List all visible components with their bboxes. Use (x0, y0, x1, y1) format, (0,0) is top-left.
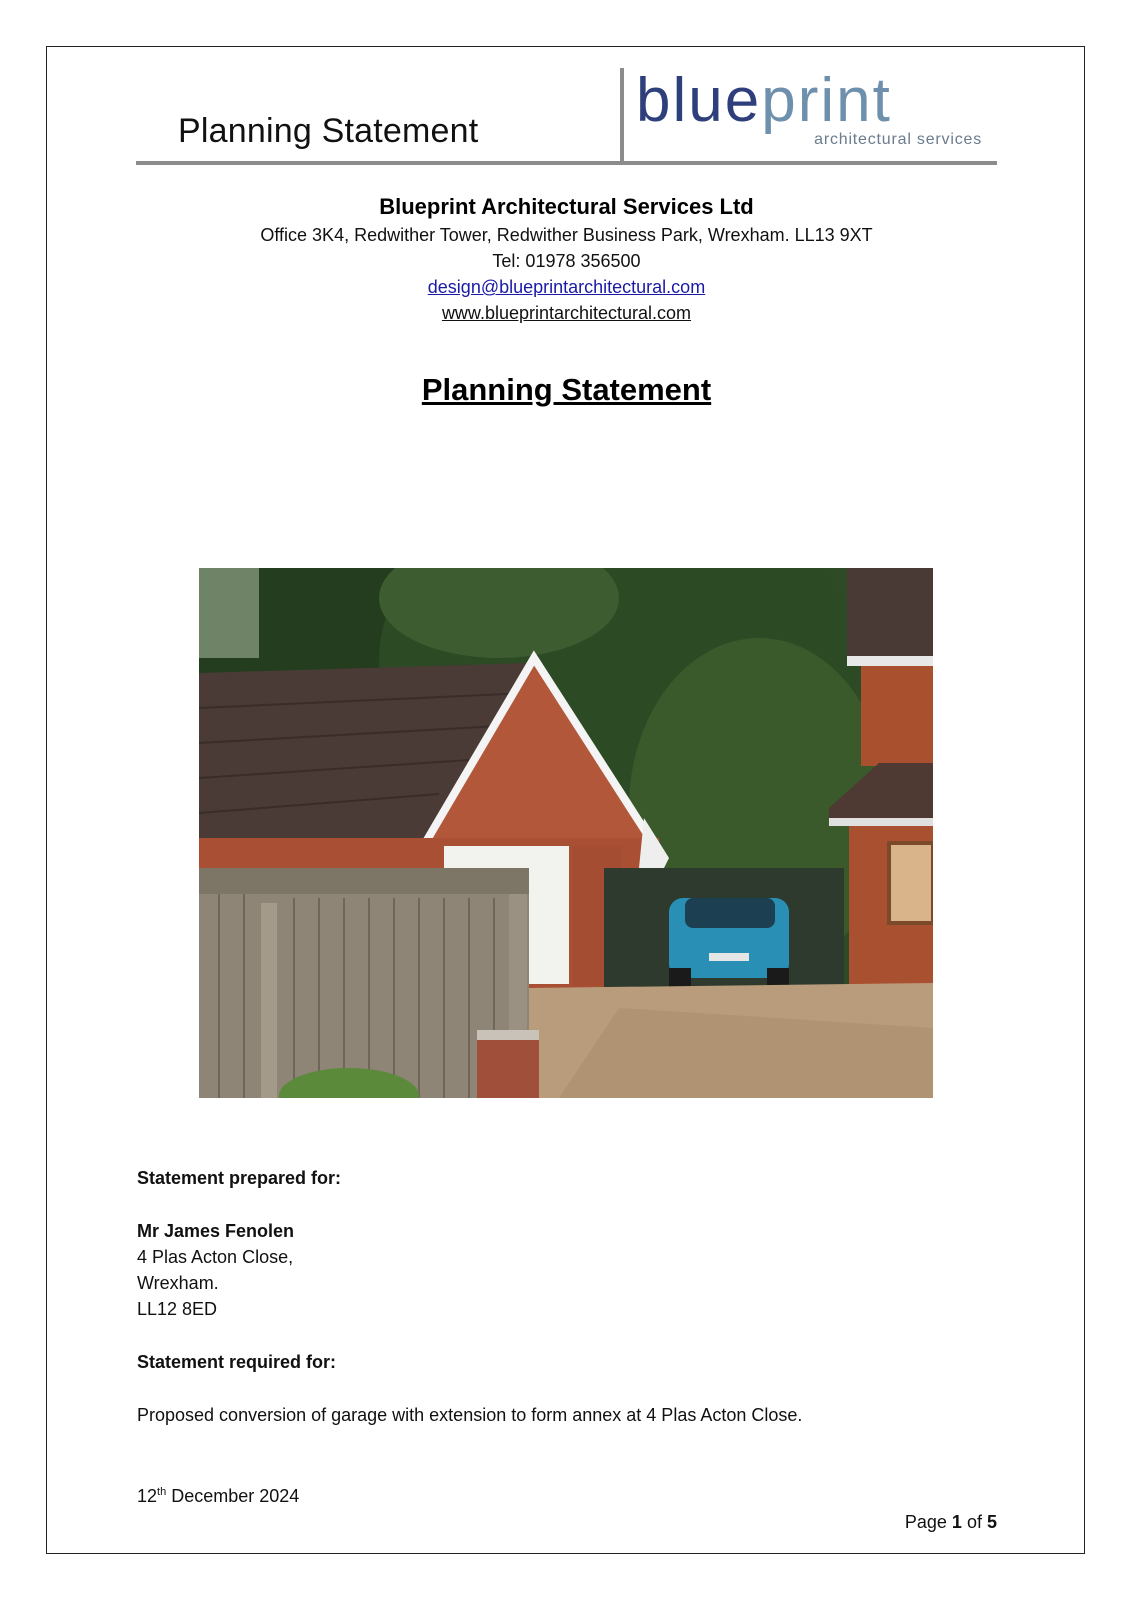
company-website-link[interactable]: www.blueprintarchitectural.com (441, 303, 692, 323)
company-email-link[interactable]: design@blueprintarchitectural.com (427, 277, 706, 297)
document-title: Planning Statement (421, 372, 712, 407)
prepared-for-heading: Statement prepared for: (137, 1168, 342, 1188)
required-for-heading: Statement required for: (137, 1352, 337, 1372)
page-number: Page 1 of 5 (904, 1512, 997, 1532)
header-divider (620, 68, 624, 163)
client-name: Mr James Fenolen (137, 1221, 295, 1241)
client-address-line: Wrexham. (137, 1273, 219, 1293)
client-address-line: LL12 8ED (137, 1299, 218, 1319)
company-name: Blueprint Architectural Services Ltd (379, 194, 754, 219)
required-for-text: Proposed conversion of garage with extension to form annex at 4 Plas Acton Close. (137, 1405, 803, 1425)
garage-photo (199, 568, 933, 1098)
logo-subtitle: architectural services (814, 131, 982, 148)
company-details (136, 192, 997, 326)
logo-wordmark: blueprint (636, 66, 892, 135)
header-title: Planning Statement (178, 112, 479, 150)
company-address: Office 3K4, Redwither Tower, Redwither Business Park, Wrexham. LL13 9XT (260, 225, 873, 245)
company-tel: Tel: 01978 356500 (492, 251, 641, 271)
header-rule (136, 161, 997, 165)
document-date: 12th December 2024 (137, 1486, 300, 1506)
client-address-line: 4 Plas Acton Close, (137, 1247, 294, 1267)
blueprint-logo (636, 66, 986, 158)
statement-details (137, 1165, 997, 1428)
